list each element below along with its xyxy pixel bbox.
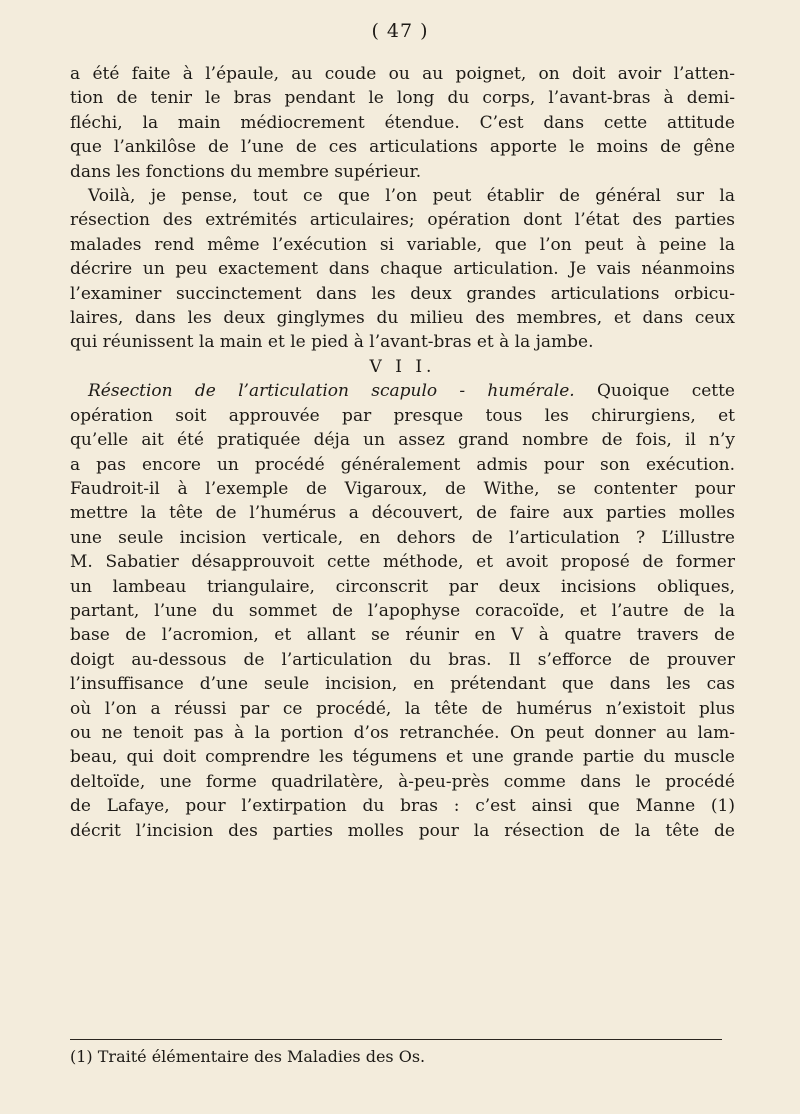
text-line: opération soit approuvée par presque tous les chirurgiens, et [70,405,735,426]
body-text [70,62,735,843]
text-line: Voilà, je pense, tout ce que l’on peut établir de général sur la [88,186,735,207]
text-line: décrit l’incision des parties molles pour la résection de la tête de [70,820,735,841]
section-first-line [70,379,735,403]
text-line: un lambeau triangulaire, circonscrit par deux incisions obliques, [70,576,735,597]
text-line: qu’elle ait été pratiquée déja un assez grand nombre de fois, il n’y [70,430,735,451]
text-line: deltoïde, une forme quadrilatère, à-peu-près comme dans le procédé [70,771,735,792]
text-fragment: Quoique cette [574,381,735,402]
text-line: ou ne tenoit pas à la portion d’os retranchée. On peut donner au lam- [70,722,735,743]
text-line: de Lafaye, pour l’extirpation du bras : c’est ainsi que Manne (1) [70,796,735,817]
text-line: M. Sabatier désapprouvoit cette méthode, et avoit proposé de former [70,552,735,573]
text-line: partant, l’une du sommet de l’apophyse coracoïde, et l’autre de la [70,600,735,621]
section-heading: V I I. [369,356,436,377]
text-line: base de l’acromion, et allant se réunir en V à quatre travers de [70,625,735,646]
text-line: où l’on a réussi par ce procédé, la tête de humérus n’existoit plus [70,698,735,719]
text-line: malades rend même l’exécution si variable, que l’on peut à peine la [70,234,735,255]
text-line: fléchi, la main médiocrement étendue. C’est dans cette attitude [70,112,735,133]
text-line: dans les fonctions du membre supérieur. [70,161,422,182]
text-line: mettre la tête de l’humérus a découvert, de faire aux parties molles [70,503,735,524]
text-line: beau, qui doit comprendre les tégumens et une grande partie du muscle [70,747,735,768]
text-line: a été faite à l’épaule, au coude ou au poignet, on doit avoir l’atten- [70,64,735,84]
text-line: l’insuffisance d’une seule incision, en prétendant que dans les cas [70,674,735,695]
text-line: une seule incision verticale, en dehors de l’articulation ? L’illustre [70,527,735,548]
text-line: résection des extrémités articulaires; opération dont l’état des parties [70,210,735,231]
text-line: tion de tenir le bras pendant le long du corps, l’avant-bras à demi- [70,88,735,109]
footnote: (1) Traité élémentaire des Maladies des Os. [70,1047,426,1066]
page-number: ( 47 ) [371,20,429,42]
text-line: que l’ankilôse de l’une de ces articulations apporte le moins de gêne [70,137,735,158]
footnote-rule [70,1039,722,1040]
text-line: Faudroit-il à l’exemple de Vigaroux, de Withe, se contenter pour [70,478,735,499]
text-line: l’examiner succinctement dans les deux grandes articulations orbicu- [70,283,735,304]
section-title: Résection de l’articulation scapulo - humérale. [88,381,575,402]
text-line: doigt au-dessous de l’articulation du bras. Il s’efforce de prouver [70,649,735,670]
text-line: a pas encore un procédé généralement admis pour son exécution. [70,454,735,475]
text-line: laires, dans les deux ginglymes du milieu des membres, et dans ceux [70,308,735,329]
text-line: qui réunissent la main et le pied à l’avant-bras et à la jambe. [70,332,594,353]
text-line: décrire un peu exactement dans chaque articulation. Je vais néanmoins [70,259,735,280]
